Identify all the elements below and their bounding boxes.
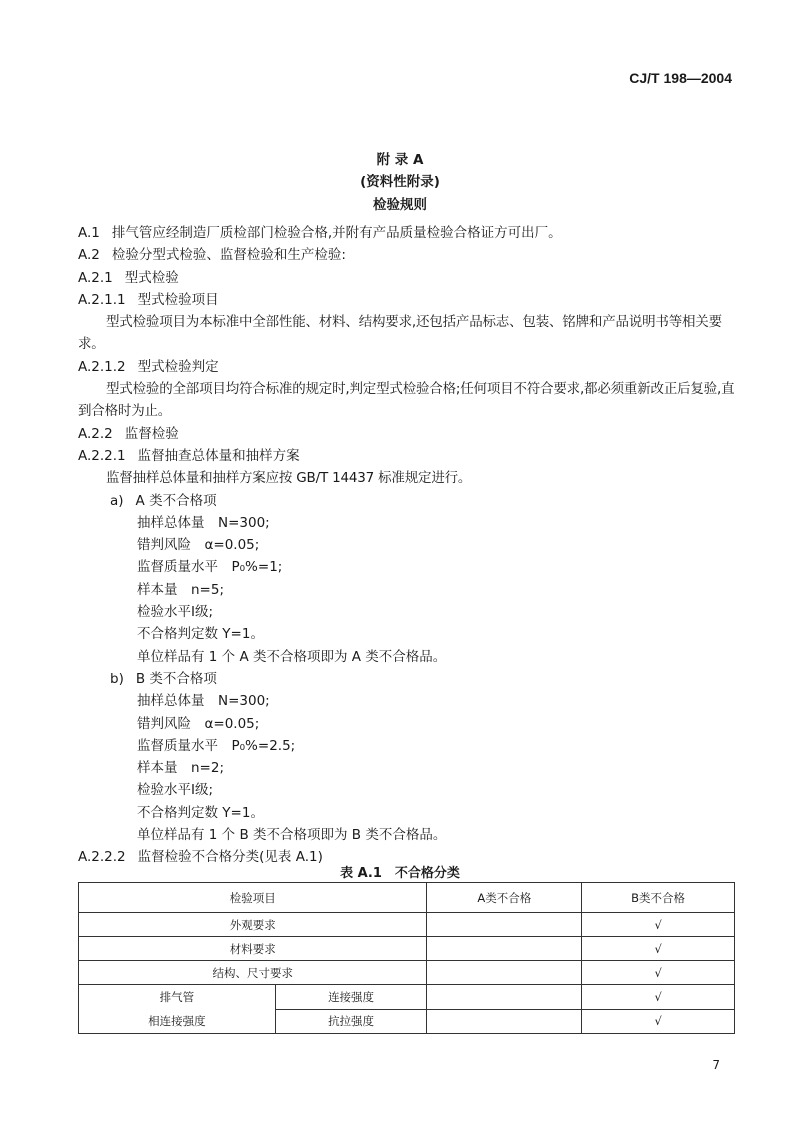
clause-number: A.2.1.2	[78, 358, 126, 375]
group-label: 相连接强度	[148, 1014, 206, 1028]
cell-a	[427, 985, 582, 1010]
table-header-row	[79, 883, 735, 913]
clause-text: 监督检验不合格分类(见表 A.1)	[137, 849, 323, 866]
list-item: 错判风险 α=0.05;	[137, 537, 260, 554]
paragraph: 型式检验项目为本标准中全部性能、材料、结构要求,还包括产品标志、包装、铭牌和产品说明书等相关要求。	[78, 314, 722, 353]
clause-a21	[78, 267, 738, 289]
list-item: 抽样总体量 N=300;	[137, 693, 270, 710]
list-label: b)	[110, 670, 124, 687]
clause-a1	[78, 222, 738, 244]
table-row	[79, 961, 735, 985]
header-class-a: A类不合格	[427, 883, 582, 913]
clause-number: A.2.2.1	[78, 447, 126, 464]
cell-b: √	[582, 937, 735, 961]
sampling-intro: 监督抽样总体量和抽样方案应按 GB/T 14437 标准规定进行。	[106, 470, 472, 487]
cell-a	[427, 937, 582, 961]
clause-a2	[78, 244, 738, 266]
clause-text: 型式检验项目	[137, 291, 219, 308]
cell-b: √	[582, 985, 735, 1010]
page-number: 7	[712, 1058, 720, 1072]
cell-a	[427, 913, 582, 937]
clause-a212	[78, 356, 738, 378]
cell-a	[427, 961, 582, 985]
cell-item: 材料要求	[79, 937, 427, 961]
clause-number: A.1	[78, 225, 100, 241]
clause-text: 检验分型式检验、监督检验和生产检验:	[111, 247, 346, 264]
list-item: 监督质量水平 P₀%=1;	[137, 559, 283, 576]
clause-text: 监督抽查总体量和抽样方案	[137, 447, 300, 464]
table-row	[79, 985, 735, 1010]
clause-number: A.2.1	[78, 269, 113, 286]
clause-a221	[78, 445, 738, 467]
table-caption: 表 A.1 不合格分类	[340, 866, 460, 881]
list-item: 单位样品有 1 个 B 类不合格项即为 B 类不合格品。	[137, 827, 447, 844]
list-item: 不合格判定数 Y=1。	[137, 626, 264, 643]
list-item: 样本量 n=2;	[137, 760, 225, 777]
clause-a211	[78, 289, 738, 311]
clause-text: 型式检验	[124, 269, 179, 286]
appendix-title: 附 录 A	[376, 152, 424, 168]
cell-item: 连接强度	[275, 985, 427, 1010]
list-title: B 类不合格项	[135, 670, 217, 687]
list-item: 不合格判定数 Y=1。	[137, 804, 264, 821]
list-item: 监督质量水平 P₀%=2.5;	[137, 737, 296, 754]
list-item: 检验水平Ⅰ级;	[137, 782, 214, 799]
cell-b: √	[582, 1009, 735, 1034]
clause-number: A.2.2	[78, 425, 113, 442]
header-class-b: B类不合格	[582, 883, 735, 913]
list-item: 抽样总体量 N=300;	[137, 514, 270, 531]
list-label: a)	[110, 492, 124, 509]
cell-a	[427, 1009, 582, 1034]
group-label: 排气管	[159, 990, 195, 1004]
list-item: 错判风险 α=0.05;	[137, 715, 260, 732]
clause-text: 监督检验	[124, 425, 179, 442]
appendix-subtitle: (资料性附录)	[360, 174, 440, 190]
clause-text: 型式检验判定	[137, 358, 219, 375]
clause-a22	[78, 423, 738, 445]
list-item: 样本量 n=5;	[137, 581, 225, 598]
header-item: 检验项目	[79, 883, 427, 913]
list-item: 单位样品有 1 个 A 类不合格项即为 A 类不合格品。	[137, 648, 447, 665]
cell-item: 抗拉强度	[275, 1009, 427, 1034]
clause-number: A.2.2.2	[78, 849, 126, 866]
cell-b: √	[582, 913, 735, 937]
nonconformity-table	[78, 882, 735, 1034]
clause-number: A.2.1.1	[78, 291, 126, 308]
cell-group	[79, 985, 276, 1034]
appendix-heading: 检验规则	[373, 197, 427, 213]
clause-number: A.2	[78, 247, 100, 264]
cell-item: 外观要求	[79, 913, 427, 937]
clause-text: 排气管应经制造厂质检部门检验合格,并附有产品质量检验合格证方可出厂。	[111, 225, 562, 241]
standard-code: CJ/T 198—2004	[629, 70, 732, 86]
cell-item: 结构、尺寸要求	[79, 961, 427, 985]
class-a-heading	[78, 490, 738, 512]
table-row	[79, 913, 735, 937]
paragraph: 型式检验的全部项目均符合标准的规定时,判定型式检验合格;任何项目不符合要求,都必须重新改正后复验,直到合格时为止。	[78, 381, 735, 420]
class-b-heading	[78, 668, 738, 690]
list-item: 检验水平Ⅰ级;	[137, 604, 214, 621]
list-title: A 类不合格项	[135, 492, 217, 509]
cell-b: √	[582, 961, 735, 985]
document-body	[78, 222, 738, 869]
table-row	[79, 937, 735, 961]
